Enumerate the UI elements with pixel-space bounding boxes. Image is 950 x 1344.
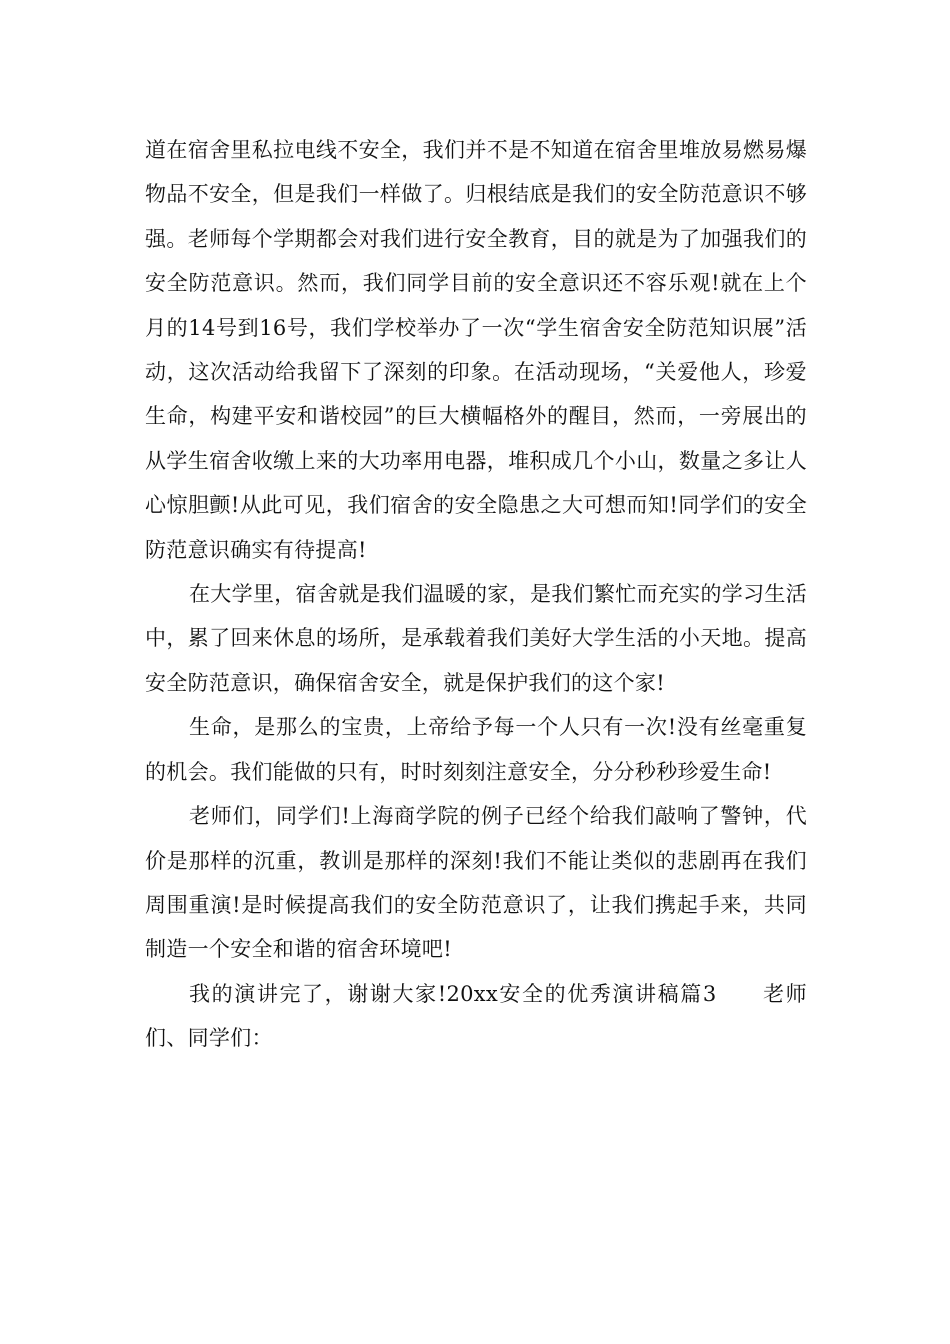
paragraph-closing: 我的演讲完了，谢谢大家!20xx安全的优秀演讲稿篇3 老师们、同学们： bbox=[145, 981, 807, 1051]
paragraph-life-precious: 生命，是那么的宝贵，上帝给予每一个人只有一次!没有丝毫重复的机会。我们能做的只有，时时刻刻注意安全，分分秒秒珍爱生命! bbox=[145, 715, 807, 784]
paragraph-dormitory-home: 在大学里，宿舍就是我们温暖的家，是我们繁忙而充实的学习生活中，累了回来休息的场所，是承载着我们美好大学生活的小天地。提高安全防范意识，确保宿舍安全，就是保护我们的这个家! bbox=[145, 582, 807, 695]
document-body bbox=[145, 128, 807, 1061]
paragraph-call-to-action: 老师们，同学们!上海商学院的例子已经个给我们敲响了警钟，代价是那样的沉重，教训是那样的深刻!我们不能让类似的悲剧再在我们周围重演!是时候提高我们的安全防范意识了，让我们携起手来，共同制造一个安全和谐的宿舍环境吧! bbox=[145, 804, 807, 962]
paragraph-continuation: 道在宿舍里私拉电线不安全，我们并不是不知道在宿舍里堆放易燃易爆物品不安全，但是我们一样做了。归根结底是我们的安全防范意识不够强。老师每个学期都会对我们进行安全教育，目的就是为了加强我们的安全防范意识。然而，我们同学目前的安全意识还不容乐观!就在上个月的14号到16号，我们学校举办了一次“学生宿舍安全防范知识展”活动，这次活动给我留下了深刻的印象。在活动现场，“关爱他人，珍爱生命，构建平安和谐校园”的巨大横幅格外的醒目，然而，一旁展出的从学生宿舍收缴上来的大功率用电器，堆积成几个小山，数量之多让人心惊胆颤!从此可见，我们宿舍的安全隐患之大可想而知!同学们的安全防范意识确实有待提高! bbox=[145, 138, 807, 562]
